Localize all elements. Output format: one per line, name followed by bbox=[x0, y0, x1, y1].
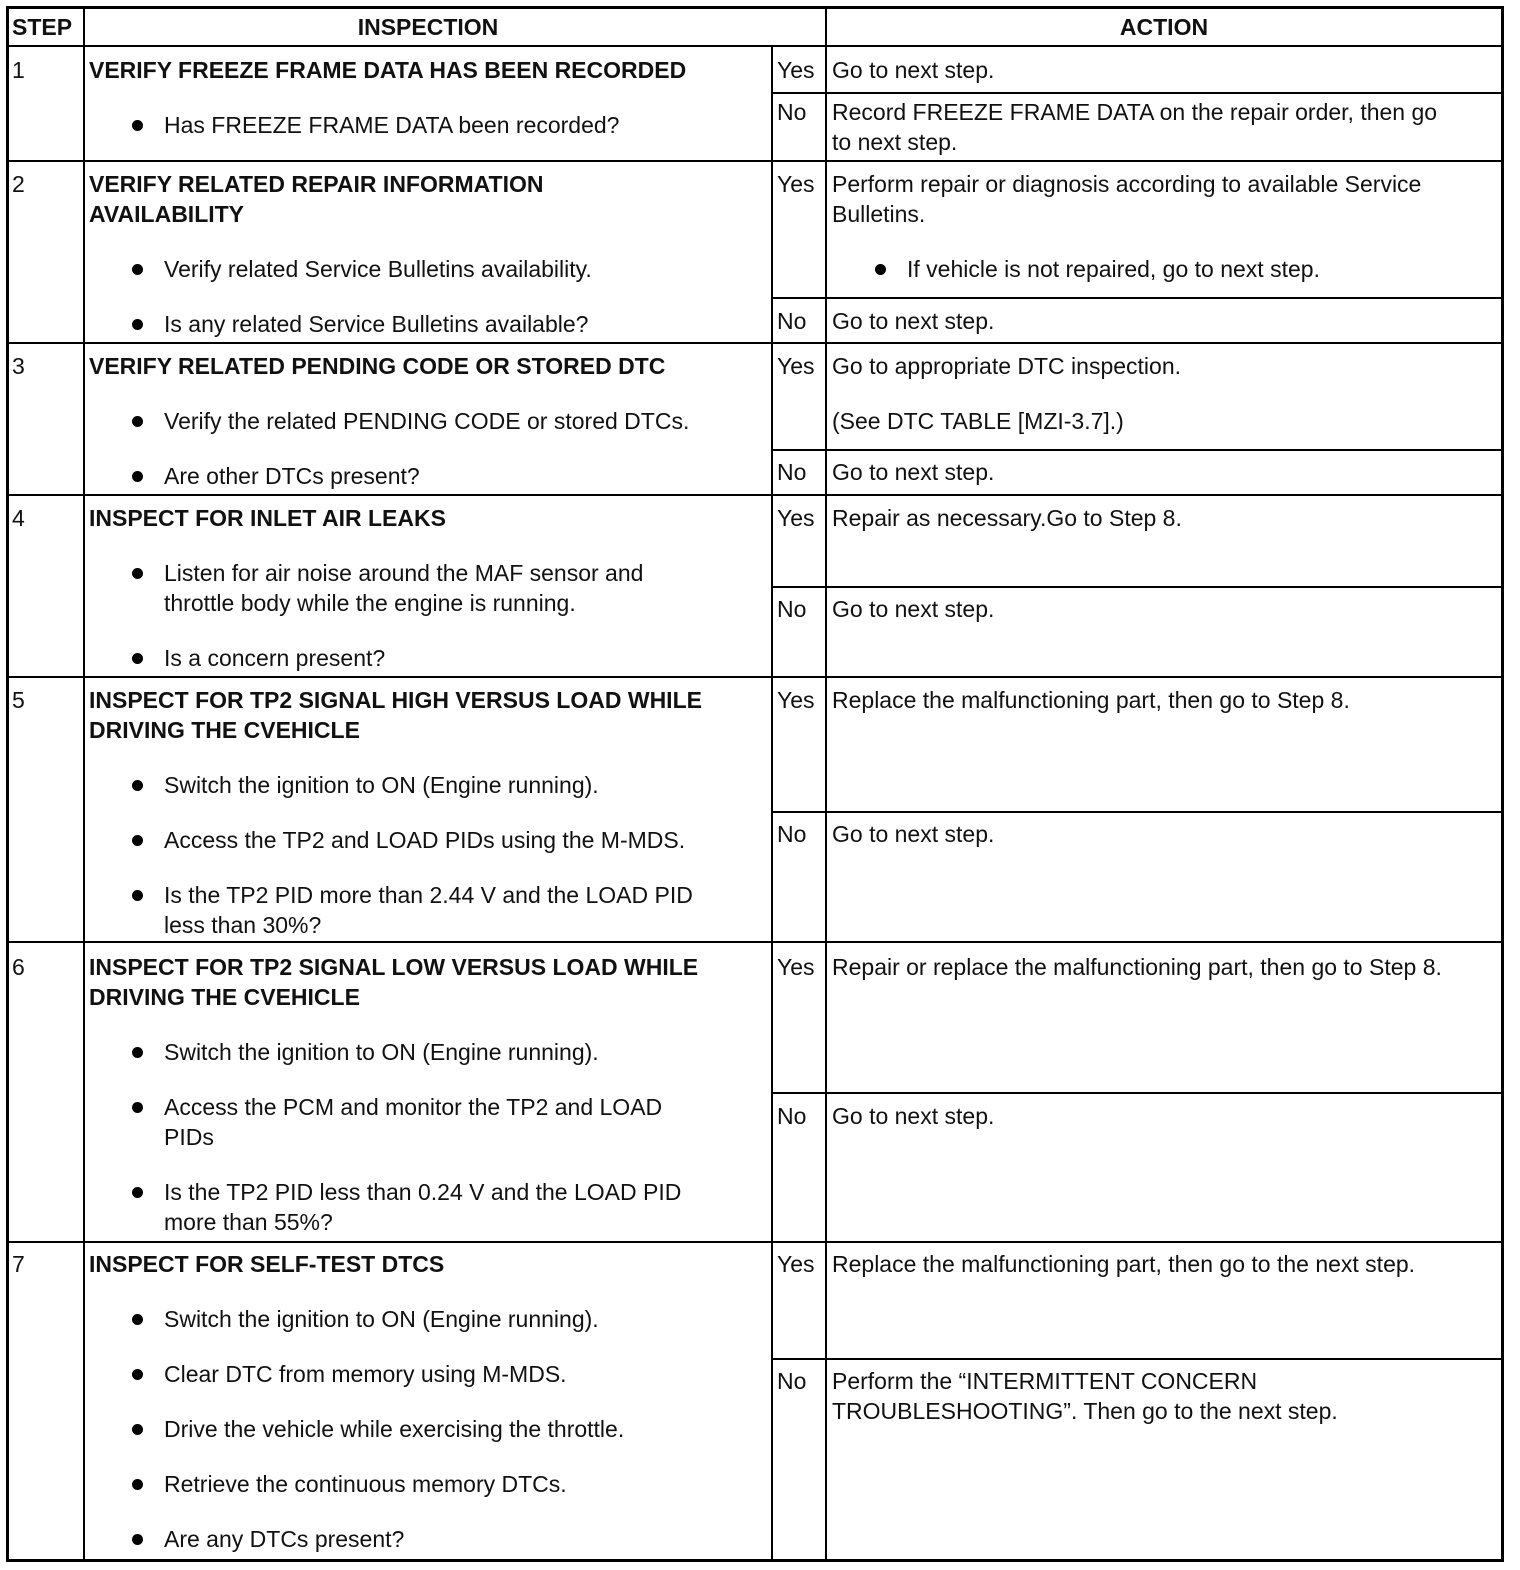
row-divider-1 bbox=[9, 160, 1501, 162]
no-label: No bbox=[777, 459, 807, 485]
step-number: 2 bbox=[12, 171, 25, 197]
no-label: No bbox=[777, 1103, 807, 1129]
yes-action: Bulletins. bbox=[832, 201, 926, 227]
yes-action: Repair as necessary.Go to Step 8. bbox=[832, 505, 1182, 531]
inspection-bullet: Is a concern present? bbox=[164, 645, 386, 671]
inspection-bullet: Is any related Service Bulletins available? bbox=[164, 311, 589, 337]
step-title: DRIVING THE CVEHICLE bbox=[89, 984, 360, 1010]
inspection-bullet: Clear DTC from memory using M-MDS. bbox=[164, 1361, 567, 1387]
yes-action: Perform repair or diagnosis according to available Service bbox=[832, 171, 1422, 197]
row-divider-4 bbox=[9, 676, 1501, 678]
inspection-bullet: Access the TP2 and LOAD PIDs using the M-MDS. bbox=[164, 827, 686, 853]
diagnostic-table bbox=[6, 6, 1504, 1562]
header-step: STEP bbox=[12, 14, 73, 40]
col-divider-answer bbox=[771, 45, 773, 1559]
inspection-bullet: Is the TP2 PID less than 0.24 V and the LOAD PID bbox=[164, 1179, 682, 1205]
dtc-table-reference: (See DTC TABLE [MZI-3.7].) bbox=[832, 408, 1124, 434]
yes-label: Yes bbox=[777, 353, 815, 379]
yes-no-divider-2 bbox=[771, 297, 1501, 299]
yes-label: Yes bbox=[777, 505, 815, 531]
inspection-bullet-cont: throttle body while the engine is running. bbox=[164, 590, 576, 616]
yes-label: Yes bbox=[777, 687, 815, 713]
header-divider bbox=[9, 45, 1501, 47]
no-label: No bbox=[777, 821, 807, 847]
yes-label: Yes bbox=[777, 57, 815, 83]
inspection-bullet: Switch the ignition to ON (Engine running). bbox=[164, 1039, 599, 1065]
step-title: INSPECT FOR SELF-TEST DTCS bbox=[89, 1251, 445, 1277]
inspection-bullet: Are other DTCs present? bbox=[164, 463, 420, 489]
step-title: VERIFY RELATED PENDING CODE OR STORED DTC bbox=[89, 353, 666, 379]
step-title: DRIVING THE CVEHICLE bbox=[89, 717, 360, 743]
yes-action: Replace the malfunctioning part, then go to Step 8. bbox=[832, 687, 1350, 713]
row-divider-5 bbox=[9, 941, 1501, 943]
yes-no-divider-6 bbox=[771, 1092, 1501, 1094]
yes-label: Yes bbox=[777, 1251, 815, 1277]
action-bullet: If vehicle is not repaired, go to next step. bbox=[907, 256, 1320, 282]
yes-action: Replace the malfunctioning part, then go to the next step. bbox=[832, 1251, 1416, 1277]
no-action: TROUBLESHOOTING”. Then go to the next step. bbox=[832, 1398, 1338, 1424]
step-title: INSPECT FOR TP2 SIGNAL HIGH VERSUS LOAD WHILE bbox=[89, 687, 702, 713]
yes-label: Yes bbox=[777, 954, 815, 980]
header-action: ACTION bbox=[1119, 14, 1209, 40]
no-action: Go to next step. bbox=[832, 596, 995, 622]
col-divider-action bbox=[825, 9, 827, 1559]
col-divider-step bbox=[83, 9, 85, 1559]
inspection-bullet: Drive the vehicle while exercising the throttle. bbox=[164, 1416, 625, 1442]
no-action: Perform the “INTERMITTENT CONCERN bbox=[832, 1368, 1258, 1394]
step-number: 3 bbox=[12, 353, 25, 379]
no-action: Go to next step. bbox=[832, 821, 995, 847]
yes-no-divider-5 bbox=[771, 811, 1501, 813]
no-action: Record FREEZE FRAME DATA on the repair order, then go bbox=[832, 99, 1438, 125]
step-title: INSPECT FOR TP2 SIGNAL LOW VERSUS LOAD WHILE bbox=[89, 954, 699, 980]
yes-action: Go to appropriate DTC inspection. bbox=[832, 353, 1182, 379]
row-divider-6 bbox=[9, 1241, 1501, 1243]
yes-no-divider-7 bbox=[771, 1358, 1501, 1360]
inspection-bullet: Listen for air noise around the MAF sensor and bbox=[164, 560, 644, 586]
header-inspection: INSPECTION bbox=[357, 14, 499, 40]
no-label: No bbox=[777, 596, 807, 622]
no-label: No bbox=[777, 1368, 807, 1394]
yes-no-divider-3 bbox=[771, 449, 1501, 451]
inspection-bullet-cont: less than 30%? bbox=[164, 912, 322, 938]
step-title: INSPECT FOR INLET AIR LEAKS bbox=[89, 505, 446, 531]
inspection-bullet: Retrieve the continuous memory DTCs. bbox=[164, 1471, 567, 1497]
inspection-bullet: Are any DTCs present? bbox=[164, 1526, 405, 1552]
inspection-bullet: Access the PCM and monitor the TP2 and LOAD bbox=[164, 1094, 663, 1120]
yes-action: Go to next step. bbox=[832, 57, 995, 83]
yes-no-divider-4 bbox=[771, 586, 1501, 588]
inspection-bullet-cont: PIDs bbox=[164, 1124, 214, 1150]
step-number: 5 bbox=[12, 687, 25, 713]
step-title: AVAILABILITY bbox=[89, 201, 245, 227]
no-label: No bbox=[777, 99, 807, 125]
yes-label: Yes bbox=[777, 171, 815, 197]
no-action: Go to next step. bbox=[832, 308, 995, 334]
no-action: to next step. bbox=[832, 129, 958, 155]
no-action: Go to next step. bbox=[832, 459, 995, 485]
yes-no-divider-1 bbox=[771, 92, 1501, 94]
step-title: VERIFY FREEZE FRAME DATA HAS BEEN RECORDED bbox=[89, 57, 687, 83]
inspection-bullet: Verify related Service Bulletins availability. bbox=[164, 256, 592, 282]
inspection-bullet: Switch the ignition to ON (Engine running). bbox=[164, 772, 599, 798]
row-divider-3 bbox=[9, 494, 1501, 496]
step-number: 6 bbox=[12, 954, 25, 980]
inspection-bullet: Switch the ignition to ON (Engine running). bbox=[164, 1306, 599, 1332]
step-number: 7 bbox=[12, 1251, 25, 1277]
inspection-bullet: Verify the related PENDING CODE or stored DTCs. bbox=[164, 408, 690, 434]
yes-action: Repair or replace the malfunctioning part, then go to Step 8. bbox=[832, 954, 1442, 980]
step-number: 4 bbox=[12, 505, 25, 531]
step-number: 1 bbox=[12, 57, 25, 83]
no-action: Go to next step. bbox=[832, 1103, 995, 1129]
inspection-bullet: Has FREEZE FRAME DATA been recorded? bbox=[164, 112, 620, 138]
step-title: VERIFY RELATED REPAIR INFORMATION bbox=[89, 171, 544, 197]
inspection-bullet: Is the TP2 PID more than 2.44 V and the LOAD PID bbox=[164, 882, 693, 908]
no-label: No bbox=[777, 308, 807, 334]
inspection-bullet-cont: more than 55%? bbox=[164, 1209, 333, 1235]
row-divider-2 bbox=[9, 342, 1501, 344]
